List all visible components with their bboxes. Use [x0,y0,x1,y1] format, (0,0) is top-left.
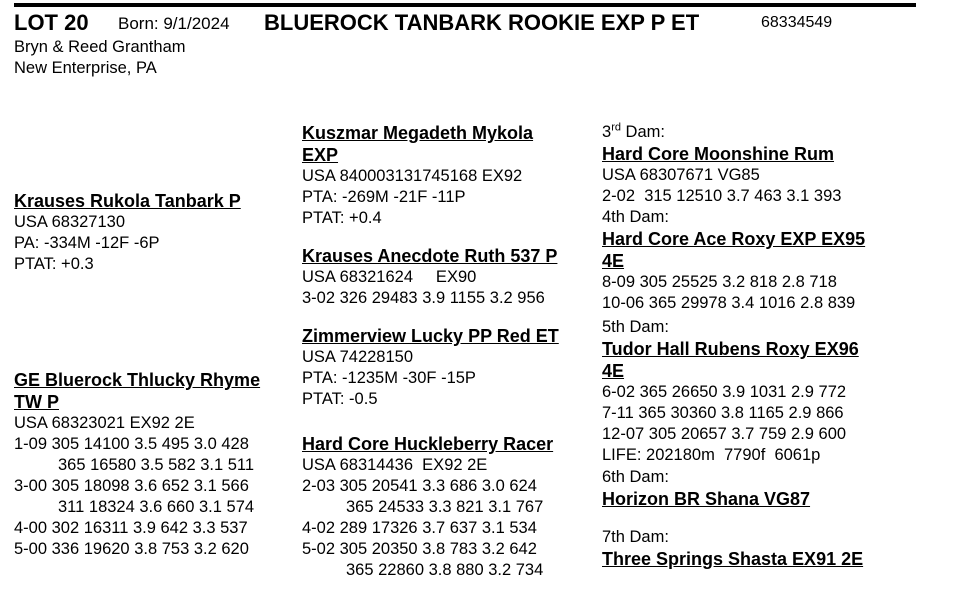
sire-reg: USA 68327130 [14,213,126,231]
dam-record: 4-00 302 16311 3.9 642 3.3 537 [14,519,248,537]
third-dam-block [602,122,841,207]
sire-block [14,190,241,275]
dam-dam-record: 4-02 289 17326 3.7 637 3.1 534 [302,519,537,537]
dam-record: 3-00 305 18098 3.6 652 3.1 566 [14,477,249,495]
third-dam-label: 3rd Dam: [602,121,665,141]
dam-dam-record: 365 22860 3.8 880 3.2 734 [346,561,544,579]
sixth-dam-block [602,467,810,510]
seventh-dam-label: 7th Dam: [602,528,669,546]
dam-block [14,369,260,560]
third-dam-reg: USA 68307671 VG85 [602,166,760,184]
third-dam-record: 2-02 315 12510 3.7 463 3.1 393 [602,187,842,205]
sixth-dam-label: 6th Dam: [602,468,669,486]
sire-name: Krauses Rukola Tanbark P [14,191,241,211]
fourth-dam-label: 4th Dam: [602,208,669,226]
sixth-dam-name: Horizon BR Shana VG87 [602,489,811,509]
fifth-dam-record: 7-11 365 30360 3.8 1165 2.9 866 [602,404,844,422]
seventh-dam-name: Three Springs Shasta EX91 2E [602,549,864,569]
dam-dam-record: 365 24533 3.3 821 3.1 767 [346,498,544,516]
animal-name: BLUEROCK TANBARK ROOKIE EXP P ET [264,10,700,35]
sire-sire-name-line1: Kuszmar Megadeth Mykola [302,123,534,143]
registration-number: 68334549 [761,14,833,31]
fourth-dam-block [602,207,865,314]
fourth-dam-name-line2: 4E [602,251,625,271]
dam-name-line1: GE Bluerock Thlucky Rhyme [14,370,261,390]
sire-pa: PA: -334M -12F -6P [14,234,160,252]
fifth-dam-lifetime: LIFE: 202180m 7790f 6061p [602,446,821,464]
sire-dam-reg: USA 68321624 EX90 [302,268,477,286]
owner-name: Bryn & Reed Grantham [14,38,186,56]
lot-number: LOT 20 [14,10,89,35]
sire-sire-ptat: PTAT: +0.4 [302,209,382,227]
dam-reg: USA 68323021 EX92 2E [14,414,195,432]
fifth-dam-name-line1: Tudor Hall Rubens Roxy EX96 [602,339,859,359]
sire-ptat: PTAT: +0.3 [14,255,94,273]
fifth-dam-record: 12-07 305 20657 3.7 759 2.9 600 [602,425,847,443]
fourth-dam-record: 8-09 305 25525 3.2 818 2.8 718 [602,273,837,291]
seventh-dam-block [602,527,863,570]
dam-sire-block [302,325,559,410]
dam-sire-ptat: PTAT: -0.5 [302,390,378,408]
dam-name-line2: TW P [14,392,59,412]
sire-dam-record: 3-02 326 29483 3.9 1155 3.2 956 [302,289,545,307]
sire-sire-name-line2: EXP [302,145,339,165]
dam-record: 5-00 336 19620 3.8 753 3.2 620 [14,540,249,558]
fifth-dam-label: 5th Dam: [602,318,669,336]
owner-location: New Enterprise, PA [14,59,157,77]
fourth-dam-record: 10-06 365 29978 3.4 1016 2.8 839 [602,294,856,312]
dam-dam-record: 2-03 305 20541 3.3 686 3.0 624 [302,477,537,495]
dam-record: 1-09 305 14100 3.5 495 3.0 428 [14,435,249,453]
dam-dam-name: Hard Core Huckleberry Racer [302,434,554,454]
fourth-dam-name-line1: Hard Core Ace Roxy EXP EX95 [602,229,866,249]
dam-record: 311 18324 3.6 660 3.1 574 [58,498,255,516]
header-rule [14,3,916,7]
sire-sire-reg: USA 840003131745168 EX92 [302,167,523,185]
sire-dam-name: Krauses Anecdote Ruth 537 P [302,246,558,266]
dam-dam-reg: USA 68314436 EX92 2E [302,456,488,474]
birth-date: Born: 9/1/2024 [118,14,230,33]
third-dam-name: Hard Core Moonshine Rum [602,144,835,164]
dam-sire-name: Zimmerview Lucky PP Red ET [302,326,559,346]
dam-dam-record: 5-02 305 20350 3.8 783 3.2 642 [302,540,537,558]
fifth-dam-name-line2: 4E [602,361,625,381]
dam-record: 365 16580 3.5 582 3.1 511 [58,456,255,474]
sire-sire-block [302,122,533,229]
fifth-dam-block [602,317,859,466]
fifth-dam-record: 6-02 365 26650 3.9 1031 2.9 772 [602,383,847,401]
sire-dam-block [302,245,557,309]
dam-dam-block [302,433,553,581]
dam-sire-pta: PTA: -1235M -30F -15P [302,369,476,387]
dam-sire-reg: USA 74228150 [302,348,414,366]
sire-sire-pta: PTA: -269M -21F -11P [302,188,466,206]
